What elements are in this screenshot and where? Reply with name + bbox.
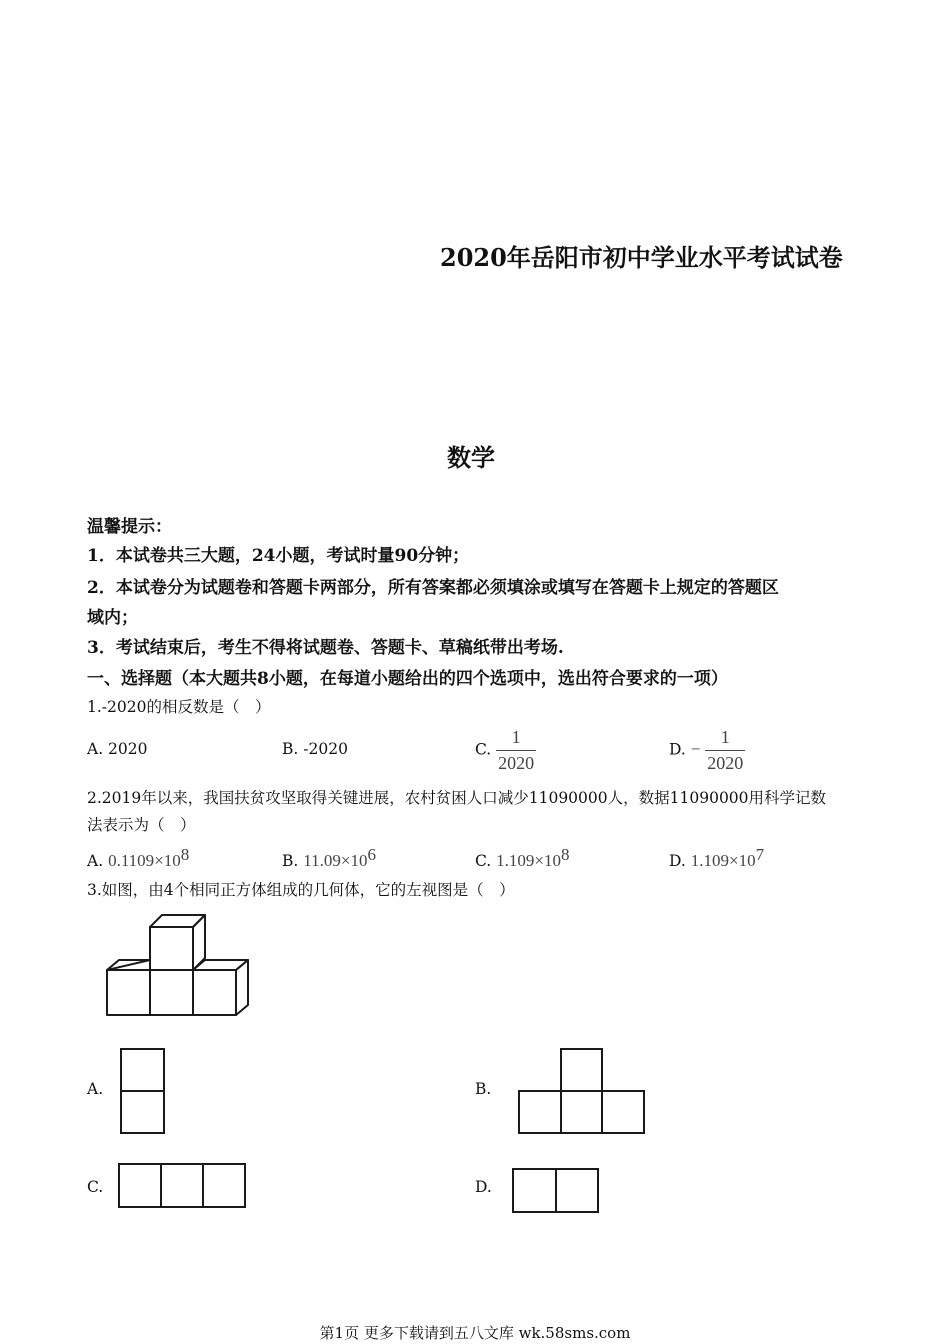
b-square-middle <box>561 1091 602 1133</box>
q2-b-times: ×10 <box>340 851 368 871</box>
q3-option-b-label: B. <box>475 1080 492 1098</box>
q1-option-a: A. 2020 <box>87 740 148 758</box>
q2-option-a <box>87 845 189 871</box>
q1-d-label: D. <box>669 740 686 759</box>
q2-c-coef: 1.109 <box>496 851 535 871</box>
page-footer: 第1页 更多下载请到五八文库 wk.58sms.com <box>319 1324 631 1342</box>
q3-stem: 3.如图，由4个相同正方体组成的几何体，它的左视图是（ ） <box>87 881 515 899</box>
q1-stem: 1.-2020的相反数是（ ） <box>87 698 271 716</box>
q2-option-b <box>282 845 376 871</box>
tips-heading: 温馨提示： <box>87 517 172 537</box>
q2-option-d <box>669 845 764 871</box>
q2-stem-line1: 2.2019年以来，我国扶贫攻坚取得关键进展，农村贫困人口减少11090000人，数据11090000用科学记数 <box>87 789 827 807</box>
bottom-cube-middle <box>150 970 193 1015</box>
q2-a-label: A. <box>87 852 104 871</box>
q2-a-coef: 0.1109 <box>108 851 155 871</box>
q2-b-exp: 6 <box>367 845 376 864</box>
top-cube-top <box>150 915 205 927</box>
q1-d-numerator: 1 <box>720 727 730 747</box>
q2-b-coef: 11.09 <box>303 851 341 871</box>
c-square-left <box>119 1164 161 1207</box>
q1-option-d <box>669 727 745 774</box>
tip-item-2: 2．本试卷分为试题卷和答题卡两部分，所有答案都必须填涂或填写在答题卡上规定的答题区 <box>87 578 779 598</box>
tip-item-3: 3．考试结束后，考生不得将试题卷、答题卡、草稿纸带出考场. <box>87 638 564 658</box>
q2-c-label: C. <box>475 852 492 871</box>
right-cube-side <box>236 960 248 1015</box>
top-cube-front <box>150 927 193 970</box>
bottom-cube-right <box>193 970 236 1015</box>
a-square-top <box>121 1049 164 1091</box>
q3-solid-figure <box>100 910 260 1025</box>
b-square-top <box>561 1049 602 1091</box>
q3-option-a-figure <box>120 1048 166 1136</box>
exam-title: 2020年岳阳市初中学业水平考试试卷 <box>440 243 843 272</box>
a-square-bottom <box>121 1091 164 1133</box>
q2-c-times: ×10 <box>534 851 562 871</box>
q1-option-b: B. -2020 <box>282 740 348 758</box>
tip-item-1: 1．本试卷共三大题，24小题，考试时量90分钟； <box>87 546 470 566</box>
subject-title: 数学 <box>447 443 495 472</box>
q1-d-fraction <box>705 727 745 774</box>
q1-d-denominator: 2020 <box>705 750 745 774</box>
b-square-right <box>602 1091 644 1133</box>
q1-option-c <box>475 727 536 774</box>
q2-d-exp: 7 <box>755 845 765 864</box>
c-square-middle <box>161 1164 203 1207</box>
q3-option-b-figure <box>518 1048 646 1136</box>
q1-c-denominator: 2020 <box>496 750 536 774</box>
q3-option-c-label: C. <box>87 1178 104 1196</box>
d-square-left <box>513 1169 556 1212</box>
q2-option-c <box>475 845 570 871</box>
q3-option-a-label: A. <box>87 1080 104 1098</box>
tip-item-2-cont: 域内； <box>87 608 138 628</box>
b-square-left <box>519 1091 561 1133</box>
q2-stem-line2: 法表示为（ ） <box>87 816 196 834</box>
q3-option-d-figure <box>512 1168 602 1214</box>
q3-option-d-label: D. <box>475 1178 492 1196</box>
q2-b-label: B. <box>282 852 299 871</box>
q2-a-exp: 8 <box>180 845 190 864</box>
q1-c-fraction <box>496 727 536 774</box>
q2-d-coef: 1.109 <box>690 851 729 871</box>
left-cube-top <box>107 960 150 970</box>
q1-c-numerator: 1 <box>511 727 521 747</box>
q2-c-exp: 8 <box>561 845 570 864</box>
q3-option-c-figure <box>118 1163 248 1209</box>
q1-d-sign: − <box>690 739 701 759</box>
q2-d-label: D. <box>669 852 686 871</box>
c-square-right <box>203 1164 245 1207</box>
q2-a-times: ×10 <box>154 851 181 871</box>
section-heading: 一、选择题（本大题共8小题，在每道小题给出的四个选项中，选出符合要求的一项） <box>87 669 728 689</box>
q2-d-times: ×10 <box>729 851 756 871</box>
q1-c-label: C. <box>475 740 492 759</box>
d-square-right <box>556 1169 598 1212</box>
bottom-cube-left <box>107 970 150 1015</box>
